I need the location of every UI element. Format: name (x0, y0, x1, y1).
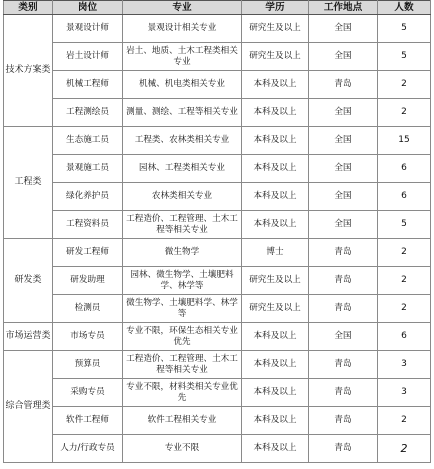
position-cell: 工程测绘员 (53, 99, 123, 127)
location-cell: 青岛 (309, 407, 378, 435)
table-row (4, 267, 431, 295)
major-cell: 工程类、农林类相关专业 (123, 127, 242, 155)
table-row (4, 15, 431, 43)
major-cell: 工程造价、工程管理、土木工程等相关专业 (123, 351, 242, 379)
table-row (4, 435, 431, 463)
header-category: 类别 (4, 1, 53, 15)
count-cell: 5 (378, 15, 431, 43)
table-row (4, 71, 431, 99)
position-cell: 岩土设计师 (53, 43, 123, 71)
count-cell: 6 (378, 323, 431, 351)
degree-cell: 本科及以上 (242, 127, 309, 155)
category-cell: 技术方案类 (4, 15, 53, 127)
location-cell: 全国 (309, 155, 378, 183)
position-cell: 研发工程师 (53, 239, 123, 267)
count-cell: 2 (378, 267, 431, 295)
location-cell: 青岛 (309, 295, 378, 323)
header-location: 工作地点 (309, 1, 378, 15)
location-cell: 青岛 (309, 239, 378, 267)
location-cell: 全国 (309, 99, 378, 127)
table-row (4, 155, 431, 183)
count-cell: 2 (378, 295, 431, 323)
location-cell: 全国 (309, 15, 378, 43)
category-cell: 工程类 (4, 127, 53, 239)
degree-cell: 本科及以上 (242, 407, 309, 435)
count-cell: 2 (378, 407, 431, 435)
location-cell: 全国 (309, 43, 378, 71)
major-cell: 园林、工程类相关专业 (123, 155, 242, 183)
location-cell: 青岛 (309, 435, 378, 463)
header-position: 岗位 (53, 1, 123, 15)
position-cell: 生态施工员 (53, 127, 123, 155)
count-cell: 5 (378, 43, 431, 71)
degree-cell: 研究生及以上 (242, 295, 309, 323)
major-cell: 微生物学、土壤肥料学、林学等 (123, 295, 242, 323)
header-count: 人数 (378, 1, 431, 15)
degree-cell: 研究生及以上 (242, 267, 309, 295)
table-row (4, 99, 431, 127)
location-cell: 全国 (309, 127, 378, 155)
table-row (4, 211, 431, 239)
category-cell: 市场运营类 (4, 323, 53, 351)
major-cell: 专业不限，环保生态相关专业优先 (123, 323, 242, 351)
count-cell: 5 (378, 211, 431, 239)
position-cell: 工程资料员 (53, 211, 123, 239)
table-row (4, 379, 431, 407)
position-cell: 景观设计师 (53, 15, 123, 43)
degree-cell: 本科及以上 (242, 435, 309, 463)
location-cell: 青岛 (309, 379, 378, 407)
table-row (4, 323, 431, 351)
position-cell: 采购专员 (53, 379, 123, 407)
count-cell: 15 (378, 127, 431, 155)
degree-cell: 本科及以上 (242, 211, 309, 239)
degree-cell: 本科及以上 (242, 155, 309, 183)
position-cell: 人力/行政专员 (53, 435, 123, 463)
degree-cell: 研究生及以上 (242, 15, 309, 43)
degree-cell: 本科及以上 (242, 323, 309, 351)
degree-cell: 博士 (242, 239, 309, 267)
count-cell: 2 (378, 71, 431, 99)
degree-cell: 本科及以上 (242, 379, 309, 407)
count-cell: 6 (378, 183, 431, 211)
major-cell: 专业不限 (123, 435, 242, 463)
position-cell: 市场专员 (53, 323, 123, 351)
table-header-row (4, 1, 431, 15)
location-cell: 青岛 (309, 351, 378, 379)
position-cell: 机械工程师 (53, 71, 123, 99)
major-cell: 测量、测绘、工程等相关专业 (123, 99, 242, 127)
position-cell: 检测员 (53, 295, 123, 323)
recruitment-table (3, 0, 431, 463)
major-cell: 园林、微生物学、土壤肥料学、林学等 (123, 267, 242, 295)
major-cell: 微生物学 (123, 239, 242, 267)
table-row (4, 351, 431, 379)
table-row (4, 295, 431, 323)
degree-cell: 本科及以上 (242, 183, 309, 211)
major-cell: 机械、机电类相关专业 (123, 71, 242, 99)
location-cell: 全国 (309, 211, 378, 239)
location-cell: 全国 (309, 323, 378, 351)
header-degree: 学历 (242, 1, 309, 15)
position-cell: 软件工程师 (53, 407, 123, 435)
major-cell: 岩土、地质、土木工程类相关专业 (123, 43, 242, 71)
degree-cell: 研究生及以上 (242, 43, 309, 71)
location-cell: 青岛 (309, 267, 378, 295)
table-body (4, 15, 431, 463)
position-cell: 预算员 (53, 351, 123, 379)
location-cell: 全国 (309, 183, 378, 211)
category-cell: 研发类 (4, 239, 53, 323)
degree-cell: 本科及以上 (242, 351, 309, 379)
count-cell: 3 (378, 379, 431, 407)
header-major: 专业 (123, 1, 242, 15)
count-cell: 3 (378, 351, 431, 379)
position-cell: 研发助理 (53, 267, 123, 295)
count-cell: 2 (378, 99, 431, 127)
count-cell: 2 (378, 435, 431, 463)
major-cell: 景观设计相关专业 (123, 15, 242, 43)
count-cell: 2 (378, 239, 431, 267)
major-cell: 软件工程相关专业 (123, 407, 242, 435)
location-cell: 青岛 (309, 71, 378, 99)
degree-cell: 本科及以上 (242, 71, 309, 99)
count-cell: 6 (378, 155, 431, 183)
table-row (4, 43, 431, 71)
category-cell: 综合管理类 (4, 351, 53, 463)
table-row (4, 127, 431, 155)
position-cell: 绿化养护员 (53, 183, 123, 211)
table-row (4, 407, 431, 435)
degree-cell: 本科及以上 (242, 99, 309, 127)
major-cell: 农林类相关专业 (123, 183, 242, 211)
table-row (4, 239, 431, 267)
position-cell: 景观施工员 (53, 155, 123, 183)
major-cell: 专业不限，材料类相关专业优先 (123, 379, 242, 407)
table-row (4, 183, 431, 211)
major-cell: 工程造价、工程管理、土木工程等相关专业 (123, 211, 242, 239)
